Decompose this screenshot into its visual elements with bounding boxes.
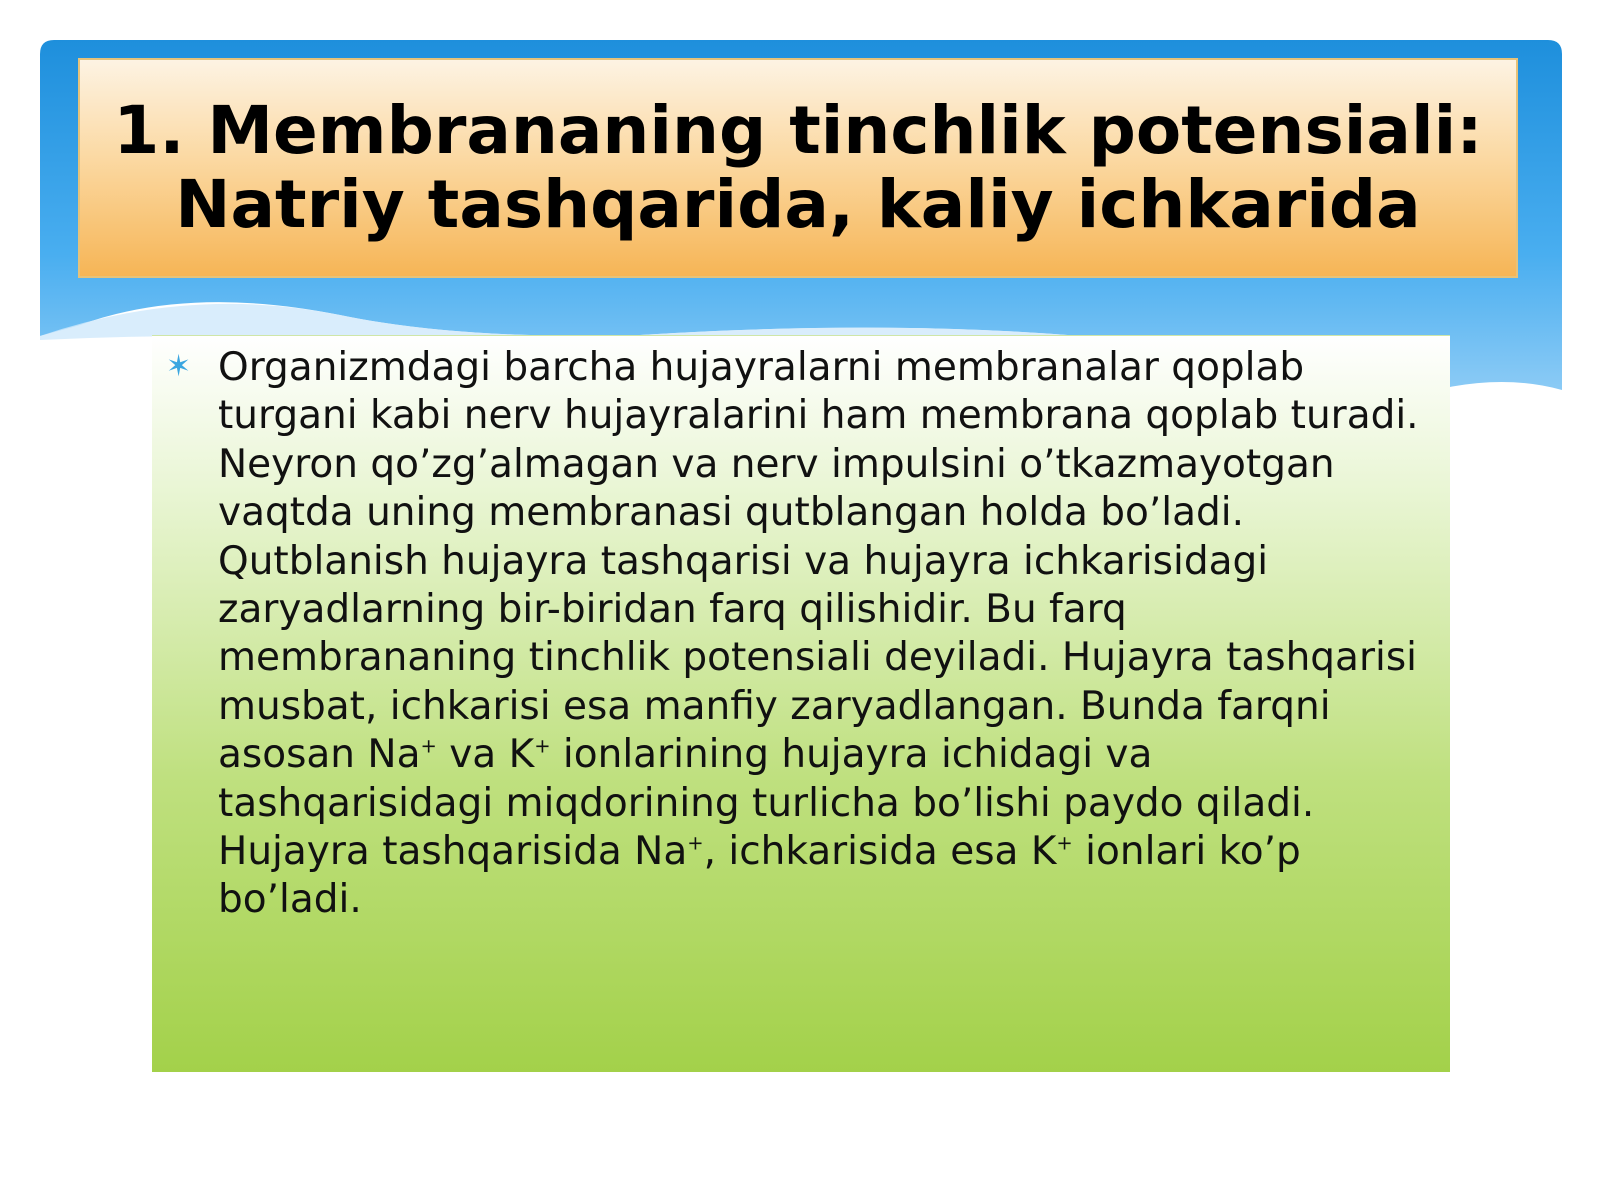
asterisk-bullet-icon: ✶ [166,349,192,384]
superscript-plus: + [534,734,551,758]
body-paragraph [218,344,1433,925]
title-line-2: Natriy tashqarida, kaliy ichkarida [175,166,1421,243]
body-text-segment: , ichkarisida esa K [703,829,1057,875]
slide-title [113,94,1482,242]
body-text-segment: va K [436,732,535,778]
body-text-segment: ionlarining hujayra ichidagi va tashqarisidagi miqdorining turlicha bo’lishi paydo qiladi. Hujayra tashqarisida Na [218,732,1315,875]
superscript-plus: + [420,734,437,758]
body-text-segment: ionlari ko’p bo’ladi. [218,829,1301,923]
title-line-1: 1. Membrananing tinchlik potensiali: [113,92,1483,169]
superscript-plus: + [687,831,704,855]
superscript-plus: + [1056,831,1073,855]
body-text-segment: Organizmdagi barcha hujayralarni membranalar qoplab turgani kabi nerv hujayralarini ham membrana qoplab turadi. Neyron qo’zg’almagan va nerv impulsini o’tkazmayotgan vaqtda uning membranasi qutblangan holda bo’ladi. Qutblanish hujayra tashqarisi va hujayra ichkarisidagi zaryadlarning bir-biridan farq qilishidir. Bu farq membrananing tinchlik potensiali deyiladi. Hujayra tashqarisi musbat, ichkarisi esa manfiy zaryadlangan. Bunda farqni asosan Na [218,345,1419,778]
title-box [78,58,1518,278]
